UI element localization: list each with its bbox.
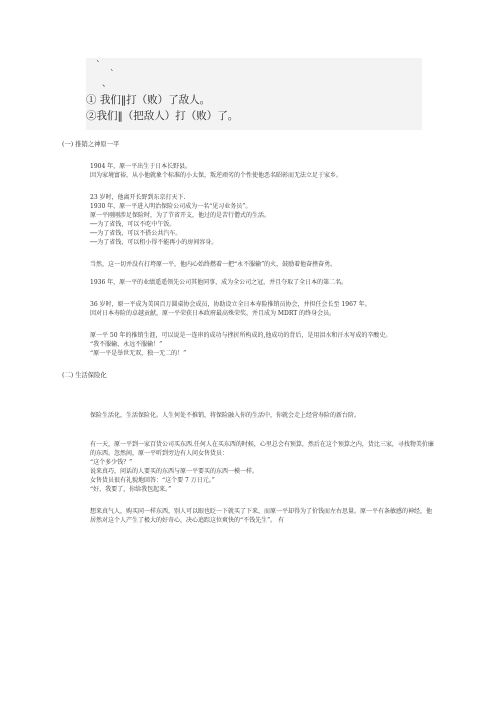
quote-mark: 、: [102, 79, 112, 89]
paragraph: 原一平刚刚涉足保险时，为了节省开支，他过的是苦行僧式的生活。: [90, 212, 271, 219]
section-title: (一) 推销之神原一平: [62, 141, 120, 148]
paragraph: 当然，这一切并没有打垮原一平，他内心始终燃着一把“永不服输”的火，鼓励着他奋挫奋勇。: [90, 261, 337, 268]
paragraph: 保险生活化，生活保险化。人生何处不推销，将保险融入你的生活中，你就会走上经营寿险的新台阶。: [90, 412, 361, 419]
section-title: (二) 生活保险化: [62, 372, 107, 379]
paragraph: 1936 年，原一平的业绩遥遥领先公司其他同事，成为全公司之冠，并且夺取了全日本的第二名。: [90, 279, 348, 286]
paragraph: 23 岁时，他离开长野到东京打天下.: [90, 194, 186, 201]
quote-line-2: ②我们‖（把敌人）打（败）了。: [86, 110, 239, 122]
quote-marks: [96, 62, 115, 89]
paragraph: 1904 年，原一平出生于日本长野县。: [90, 163, 192, 170]
paragraph: 女售货员很有礼貌地回答：“这个要 7 万日元。”: [90, 477, 215, 484]
paragraph: ──为了省钱，可以不搭公共汽车。: [90, 230, 182, 237]
body-text: [62, 140, 434, 525]
paragraph: “这个多少钱？”: [90, 459, 133, 466]
paragraph: 36 岁时，原一平成为美国百万圆桌协会成员，协助设立全日本寿险推销员协会，并担任会长至 1967 年。: [90, 301, 371, 308]
paragraph: “原一平是举世无双，独一无二的！”: [90, 350, 187, 357]
quote-mark: `: [96, 61, 101, 71]
paragraph: 有一天，原一平到一家百货公司买东西.任何人在买东西的时候，心里总会有预算，然后在这个预算之内，货比三家，寻找物美价廉的东西。忽然间，原一平听到旁边有人问女售货员：: [90, 441, 434, 457]
paragraph: 想来真气人，购买同一样东西，别人可以眼也眨一下就买了下来，而原一平却得为了价钱而左右思量。原一平有条敏感的神经，他居然对这个人产生了极大的好奇心，决心追踪这位爽快的“不钱先生”。 有: [90, 508, 433, 524]
paragraph: 因对日本寿险的卓越贡献，原一平荣获日本政府最高殊荣奖，并且成为 MDRT 的终身会员。: [90, 310, 336, 317]
paragraph: ──为了省钱，可以不吃中午饭。: [90, 221, 176, 228]
paragraph: “我不服输，永远不服输！”: [90, 341, 163, 348]
paragraph: ──为了省钱，可以租小得不能再小的房间容身。: [90, 239, 218, 246]
paragraph: “好，我要了，你给我包起来。”: [90, 486, 172, 493]
quote-box: [86, 58, 422, 130]
quote-mark: `: [110, 70, 115, 80]
paragraph: 说来真巧，问话的人要买的东西与原一平要买的东西一模一样。: [90, 468, 259, 475]
paragraph: 1930 年，原一平进入明治保险公司成为一名“见习业务员”。: [90, 203, 252, 210]
paragraph: 因为家境富裕，从小他就象个标准的小太保，叛逆顽劣的个性使他恶名昭彰而无法立足于家乡。: [90, 172, 343, 179]
quote-line-1: ① 我们‖打（败）了敌人。: [86, 94, 211, 106]
paragraph: 原一平 50 年的推销生涯，可以说是一连串的成功与挫折所构成的,他成功的背后，是用泪水和汗水写成的辛酸史。: [90, 332, 392, 339]
